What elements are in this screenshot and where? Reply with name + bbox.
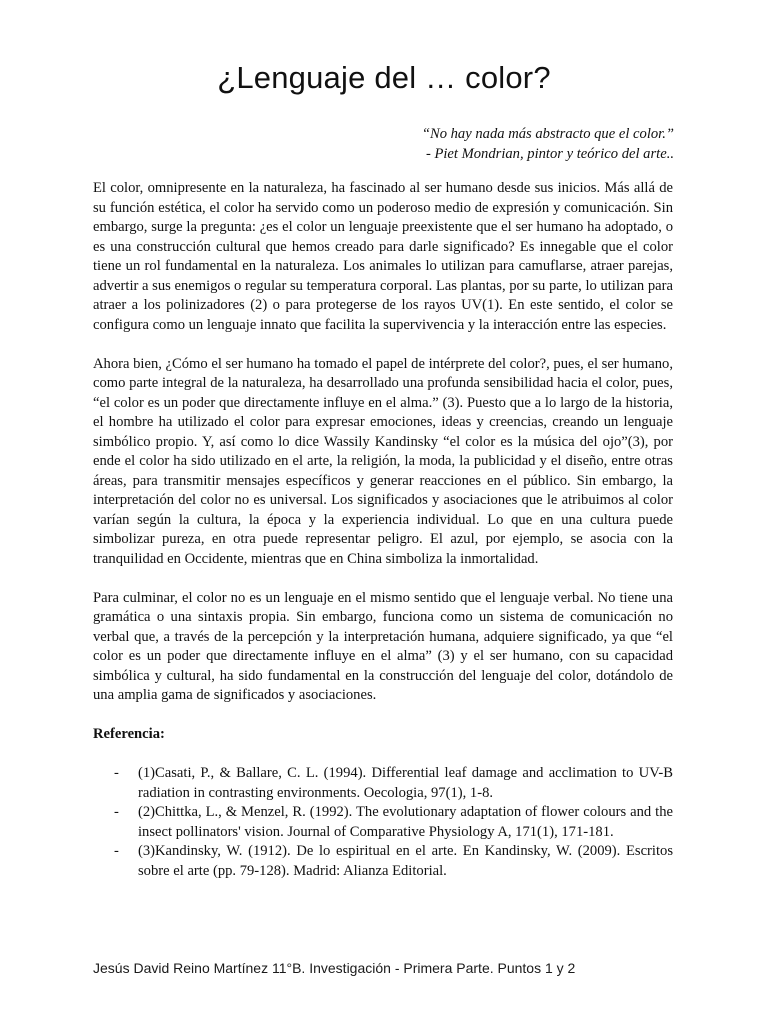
epigraph-attribution: - Piet Mondrian, pintor y teórico del arte.. bbox=[425, 146, 674, 162]
reference-item bbox=[93, 803, 673, 842]
epigraph bbox=[174, 124, 674, 164]
reference-text: (2)Chittka, L., & Menzel, R. (1992). The evolutionary adaptation of flower colours and the insect pollinators' vision. Journal of Comparative Physiology A, 171(1), 171-181. bbox=[138, 804, 673, 840]
list-bullet: - bbox=[114, 804, 119, 820]
paragraph-conclusion: Para culminar, el color no es un lenguaje en el mismo sentido que el lenguaje verbal. No tiene una gramática o una sintaxis propia. Sin embargo, funciona como un sistema de comunicación no verbal que, a través de la percepción y la interpretación humana, adquiere significado, ya que “el color es un poder que directamente influye en el alma” (3) y el ser humano, con su capacidad simbólica y cultural, ha sido fundamental en la construcción del lenguaje del color, dotándolo de una amplia gama de significados y asociaciones. bbox=[93, 589, 673, 703]
document-body bbox=[93, 179, 673, 881]
list-bullet: - bbox=[114, 765, 119, 781]
epigraph-quote: “No hay nada más abstracto que el color.” bbox=[421, 126, 674, 142]
page-footer: Jesús David Reino Martínez 11°B. Investigación - Primera Parte. Puntos 1 y 2 bbox=[93, 960, 576, 976]
paragraph-interpretation: Ahora bien, ¿Cómo el ser humano ha tomado el papel de intérprete del color?, pues, el ser humano, como parte integral de la naturaleza, ha desarrollado una profunda sensibilidad hacia el color, pues, “el color es un poder que directamente influye en el alma.” (3). Puesto que a lo largo de la historia, el hombre ha utilizado el color para expresar emociones, ideas y creencias, creando un lenguaje simbólico propio. Y, así como lo dice Wassily Kandinsky “el color es la música del ojo”(3), por ende el color ha sido utilizado en el arte, la religión, la moda, la publicidad y el diseño, entre otras áreas, para transmitir mensajes específicos y generar reacciones en el público. Sin embargo, la interpretación del color no es universal. Los significados y asociaciones que le atribuimos al color varían según la cultura, la época y la experiencia individual. Lo que en una cultura puede simbolizar pureza, en otra puede representar peligro. El azul, por ejemplo, se asocia con la tranquilidad en Occidente, mientras que en China simboliza la inmortalidad. bbox=[93, 355, 673, 567]
document-title: ¿Lenguaje del … color? bbox=[217, 60, 551, 95]
reference-item bbox=[93, 842, 673, 881]
references-list bbox=[93, 764, 673, 881]
references-heading: Referencia: bbox=[93, 726, 165, 742]
list-bullet: - bbox=[114, 843, 119, 859]
reference-text: (3)Kandinsky, W. (1912). De lo espiritual en el arte. En Kandinsky, W. (2009). Escritos sobre el arte (pp. 79-128). Madrid: Alianza Editorial. bbox=[138, 843, 673, 879]
paragraph-intro: El color, omnipresente en la naturaleza, ha fascinado al ser humano desde sus inicios. Más allá de su función estética, el color ha servido como un poderoso medio de expresión y comunicación. Sin embargo, surge la pregunta: ¿es el color un lenguaje preexistente que el ser humano ha adoptado, o es una construcción cultural que hemos creado para darle significado? Es innegable que el color tiene un rol fundamental en la naturaleza. Los animales lo utilizan para camuflarse, atraer parejas, advertir a sus enemigos o regular su temperatura corporal. Las plantas, por su parte, lo utilizan para atraer a los polinizadores (2) o para protegerse de los rayos UV(1). En este sentido, el color se configura como un lenguaje innato que facilita la supervivencia y la interacción entre las especies. bbox=[93, 180, 673, 333]
reference-item bbox=[93, 764, 673, 803]
reference-text: (1)Casati, P., & Ballare, C. L. (1994). Differential leaf damage and acclimation to UV-B radiation in contrasting environments. Oecologia, 97(1), 1-8. bbox=[138, 765, 673, 801]
